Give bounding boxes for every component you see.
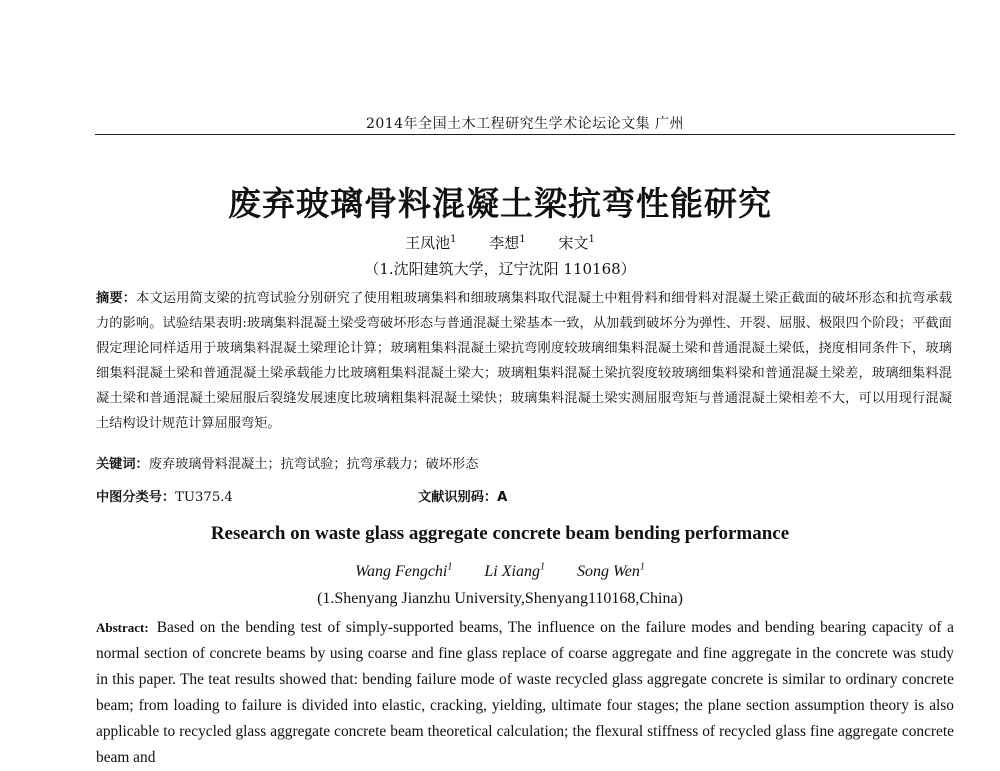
clc-number: 中图分类号：TU375.4 xyxy=(96,490,233,505)
abstract-cn xyxy=(96,286,952,436)
author-en: Song Wen$^1$ xyxy=(576,562,645,581)
abstract-cn-label: 摘要： xyxy=(96,291,137,306)
author-en: Li Xiang$^1$ xyxy=(484,562,545,581)
author-cn: 宋文$^1$ xyxy=(558,234,595,252)
keywords-cn-text: 废弃玻璃骨料混凝土；抗弯试验；抗弯承载力；破坏形态 xyxy=(148,457,479,472)
abstract-cn-text: 本文运用简支梁的抗弯试验分别研究了使用粗玻璃集料和细玻璃集料取代混凝土中粗骨料和细骨料对混凝土梁正截面的破坏形态和抗弯承载力的影响。试验结果表明:玻璃集料混凝土梁受弯破坏形态与普通混凝土梁基本一致，从加载到破坏分为弹性、开裂、屈服、极限四个阶段；平截面假定理论同样适用于玻璃集料混凝土梁理论计算；玻璃粗集料混凝土梁抗弯刚度较玻璃细集料混凝土梁和普通混凝土梁低，挠度相同条件下，玻璃细集料混凝土梁和普通混凝土梁承载能力比玻璃粗集料混凝土梁大；玻璃粗集料混凝土梁抗裂度较玻璃细集料梁和普通混凝土梁差，玻璃细集料混凝土梁和普通混凝土梁屈服后裂缝发展速度比玻璃粗集料混凝土梁快；玻璃集料混凝土梁实测屈服弯矩与普通混凝土梁相差不大，可以用现行混凝土结构设计规范计算屈服弯矩。 xyxy=(96,291,953,431)
authors-en xyxy=(0,562,1000,581)
classification-row xyxy=(96,486,952,505)
header-rule xyxy=(95,134,955,135)
keywords-cn-label: 关键词： xyxy=(96,457,149,472)
document-code: 文献识别码：A xyxy=(418,490,508,505)
abstract-en xyxy=(96,615,954,771)
affiliation-cn: （1.沈阳建筑大学，辽宁沈阳 110168） xyxy=(364,260,636,278)
author-cn: 王凤池$^1$ xyxy=(405,234,457,252)
author-en: Wang Fengchi$^1$ xyxy=(355,562,453,581)
paper-title-en: Research on waste glass aggregate concrete beam bending performance xyxy=(210,523,790,544)
abstract-en-text: Based on the bending test of simply-supported beams, The influence on the failure modes and bending bearing capacity of a normal section of concrete beams by using coarse and fine glass replace of coarse aggregate and fine aggregate in the concrete was study in this paper. The teat results showed that: bending failure mode of waste recycled glass aggregate concrete is similar to ordinary concrete beam; from loading to failure is divided into elastic, cracking, yielding, ultimate four stages; the plane section assumption theory is also applicable to recycled glass aggregate concrete beam theoretical calculation; the flexural stiffness of recycled glass fine aggregate concrete beam and xyxy=(96,619,954,766)
running-header: 2014年全国土木工程研究生学术论坛论文集 广州 xyxy=(365,116,685,132)
author-cn: 李想$^1$ xyxy=(489,234,526,252)
paper-title-cn: 废弃玻璃骨料混凝土梁抗弯性能研究 xyxy=(228,184,772,223)
keywords-cn xyxy=(96,453,952,472)
abstract-en-label: Abstract: xyxy=(96,620,149,635)
authors-cn xyxy=(0,232,1000,253)
affiliation-en: (1.Shenyang Jianzhu University,Shenyang110168,China) xyxy=(317,590,683,607)
